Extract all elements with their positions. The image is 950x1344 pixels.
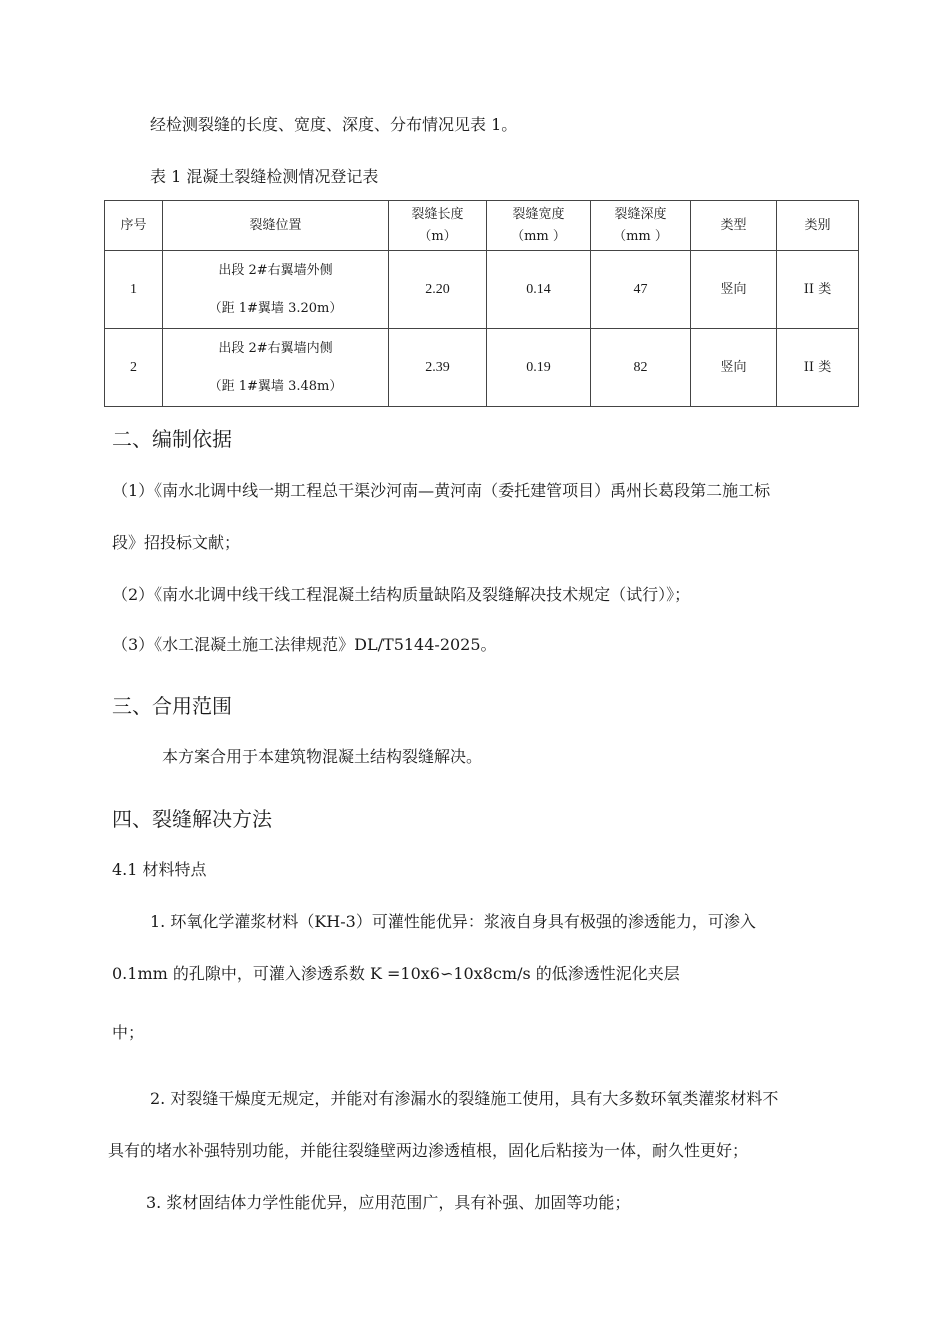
table-row [105,329,859,407]
intro-paragraph: 经检测裂缝的长度、宽度、深度、分布情况见表 1。 [150,115,518,134]
header-location: 裂缝位置 [163,201,389,251]
header-no: 序号 [105,201,163,251]
section2-item-1: （1）《南水北调中线一期工程总干渠沙河南—黄河南（委托建管项目）禹州长葛段第二施工标 [112,481,771,500]
header-depth-label: 裂缝深度 [614,206,667,222]
table-row [105,251,859,329]
section2-item-1-cont: 段》招投标文献； [112,533,241,552]
section4-subheading: 4.1 材料特点 [112,860,207,879]
section4-para2-line2: 具有的堵水补强特别功能，并能往裂缝壁两边渗透植根，固化后粘接为一体，耐久性更好； [108,1141,749,1160]
cell-width: 0.14 [487,251,591,329]
header-length-label: 裂缝长度 [411,206,464,222]
section4-para2-line1: 2. 对裂缝干燥度无规定，并能对有渗漏水的裂缝施工使用，具有大多数环氧类灌浆材料不 [150,1089,779,1108]
section2-item-3: （3）《水工混凝土施工法律规范》DL/T5144-2025。 [112,635,497,654]
header-length-unit: （m） [418,228,457,244]
cell-type: 竖向 [691,251,777,329]
section3-text: 本方案合用于本建筑物混凝土结构裂缝解决。 [162,747,483,766]
table-caption: 表 1 混凝土裂缝检测情况登记表 [150,167,379,186]
cell-location-line1: 出段 2#右翼墙内侧 [218,340,333,356]
crack-table [104,200,859,407]
cell-location [163,329,389,407]
header-depth [591,201,691,251]
cell-type: 竖向 [691,329,777,407]
section4-para1-line3: 中； [112,1023,145,1042]
cell-location [163,251,389,329]
cell-category: II 类 [777,251,859,329]
header-width-unit: （mm ） [511,228,566,244]
table-header-row [105,201,859,251]
header-depth-unit: （mm ） [613,228,668,244]
cell-length: 2.39 [389,329,487,407]
cell-depth: 47 [591,251,691,329]
cell-depth: 82 [591,329,691,407]
cell-no: 2 [105,329,163,407]
cell-location-line1: 出段 2#右翼墙外侧 [218,262,333,278]
section2-item-2: （2）《南水北调中线干线工程混凝土结构质量缺陷及裂缝解决技术规定（试行）》； [112,585,691,604]
header-type: 类型 [691,201,777,251]
section4-heading: 四、裂缝解决方法 [112,807,272,831]
header-width-label: 裂缝宽度 [512,206,565,222]
section4-para1-line2: 0.1mm 的孔隙中，可灌入渗透系数 K =10x6∽10x8cm/s 的低渗透性泥化夹层 [112,964,680,983]
cell-width: 0.19 [487,329,591,407]
cell-location-line2: （距 1#翼墙 3.20m） [208,300,343,316]
header-width [487,201,591,251]
section4-para1-line1: 1. 环氧化学灌浆材料（KH-3）可灌性能优异：浆液自身具有极强的渗透能力，可渗入 [150,912,756,931]
section3-heading: 三、合用范围 [112,694,232,718]
cell-category: II 类 [777,329,859,407]
cell-no: 1 [105,251,163,329]
section2-heading: 二、编制依据 [112,427,232,451]
header-length [389,201,487,251]
cell-location-line2: （距 1#翼墙 3.48m） [208,378,343,394]
header-category: 类别 [777,201,859,251]
cell-length: 2.20 [389,251,487,329]
section4-para3-line1: 3. 浆材固结体力学性能优异，应用范围广，具有补强、加固等功能； [146,1193,631,1212]
